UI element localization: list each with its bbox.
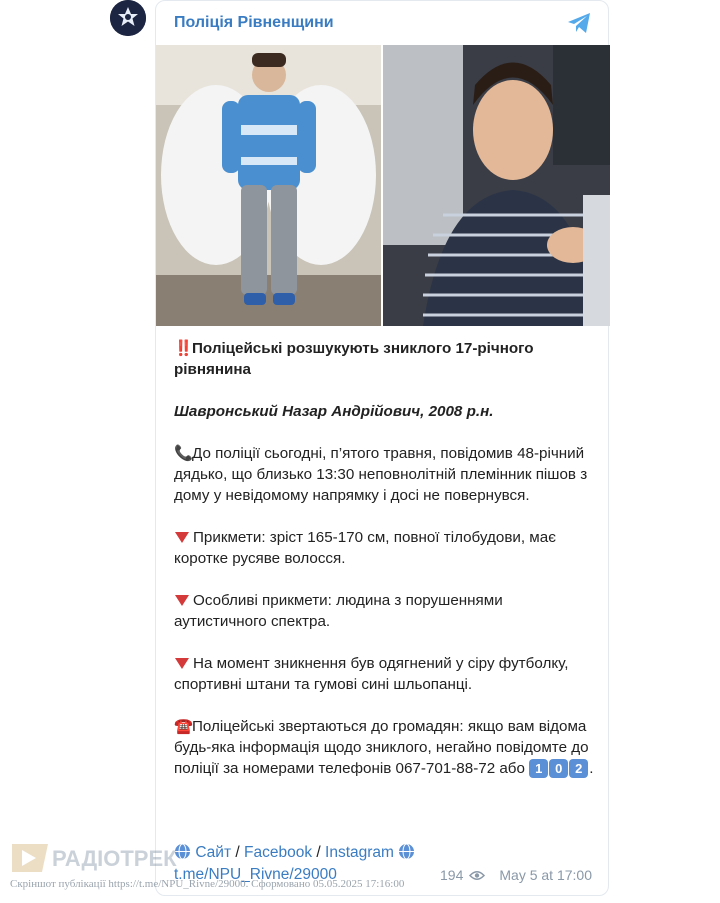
views-count: 194 [440,867,464,883]
telegram-post-card [155,0,609,896]
keycap-1: 1 [529,759,548,778]
telephone-icon: ☎️ [174,718,193,735]
globe-icon [398,843,415,860]
post-links: Сайт / Facebook / Instagram t.me/NPU_Rivne/29000 [174,842,594,886]
channel-name[interactable]: Поліція Рівненщини [174,14,334,31]
photo-boy-sweater[interactable] [156,45,381,326]
telegram-post-link[interactable]: t.me/NPU_Rivne/29000 [174,866,337,883]
screenshot-caption: Скріншот публікації https://t.me/NPU_Rivne/29000. Сформовано 05.05.2025 17:16:00 [10,878,405,890]
post-meta [440,867,592,883]
double-exclamation-icon: ‼️ [174,340,193,357]
eye-icon [469,870,485,881]
paragraph-clothing: На момент зникнення був одягнений у сіру футболку, спортивні штани та гумові сині шльопанці. [174,655,569,693]
telegram-icon[interactable] [567,12,592,34]
police-badge-icon [110,0,146,36]
radiotrek-watermark-logo [10,838,177,876]
phone-icon: 📞 [174,445,193,462]
red-triangle-icon [175,658,189,669]
instagram-link[interactable]: Instagram [325,844,394,861]
post-text [174,338,594,800]
photo-boy-striped-shirt[interactable] [383,45,610,326]
facebook-link[interactable]: Facebook [244,844,313,861]
post-title: ‼️Поліцейські розшукують зниклого 17-річного рівнянина [174,340,534,378]
paragraph-report: 📞До поліції сьогодні, п’ятого травня, повідомив 48-річний дядько, що близько 13:30 неповнолітній племінник пішов з дому у невідомому напрямку і досі не повернувся. [174,445,588,504]
channel-avatar[interactable] [110,0,146,36]
photo-gallery [156,45,610,326]
red-triangle-icon [175,595,189,606]
missing-person-name: Шавронський Назар Андрійович, 2008 р.н. [174,403,494,420]
post-header [156,1,608,45]
watermark-logo-text: РАДІОТРЕК [52,846,177,871]
site-link[interactable]: Сайт [195,844,232,861]
keycap-2: 2 [569,759,588,778]
post-date[interactable]: May 5 at 17:00 [499,867,592,883]
keycap-0: 0 [549,759,568,778]
paragraph-special-signs: Особливі прикмети: людина з порушеннями аутистичного спектра. [174,592,503,630]
paragraph-appeal: ☎️Поліцейські звертаються до громадян: якщо вам відома будь-яка інформація щодо зниклого, негайно повідомте до поліції за номерами телефонів 067-701-88-72 або 1 0 2 . [174,718,594,777]
red-triangle-icon [175,532,189,543]
paragraph-description: Прикмети: зріст 165-170 см, повної тілобудови, має коротке русяве волосся. [174,529,556,567]
